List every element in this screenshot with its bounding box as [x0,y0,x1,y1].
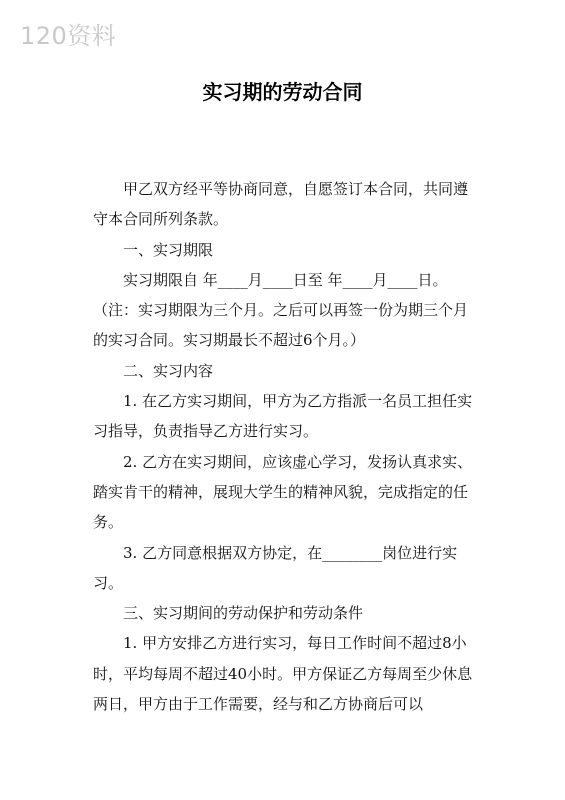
paragraph-content-1: 1. 在乙方实习期间，甲方为乙方指派一名员工担任实习指导，负责指导乙方进行实习。 [93,392,473,441]
paragraph-period-dates: 实习期限自 年____月____日至 年____月____日。 [123,270,448,289]
paragraph-conditions-1: 1. 甲方安排乙方进行实习，每日工作时间不超过8小时，平均每周不超过40小时。甲方保证乙方每周至少休息两日，甲方由于工作需要，经与和乙方协商后可以 [93,634,473,714]
section-heading-period: 一、实习期限 [123,240,214,259]
section-heading-conditions: 三、实习期间的劳动保护和劳动条件 [123,604,364,623]
paragraph-content-2: 2. 乙方在实习期间，应该虚心学习，发扬认真求实、踏实肯干的精神，展现大学生的精神风貌，完成指定的任务。 [93,452,473,532]
document-body [93,174,478,719]
watermark-logo: 120资料 [20,22,117,50]
section-heading-content: 二、实习内容 [123,361,214,380]
paragraph-period-note: （注：实习期限为三个月。之后可以再签一份为期三个月的实习合同。实习期最长不超过6个月。） [93,301,469,350]
paragraph-intro: 甲乙双方经平等协商同意，自愿签订本合同，共同遵守本合同所列条款。 [93,180,469,229]
paragraph-content-3: 3. 乙方同意根据双方协定，在________岗位进行实习。 [93,543,458,592]
document-title: 实习期的劳动合同 [202,80,363,104]
